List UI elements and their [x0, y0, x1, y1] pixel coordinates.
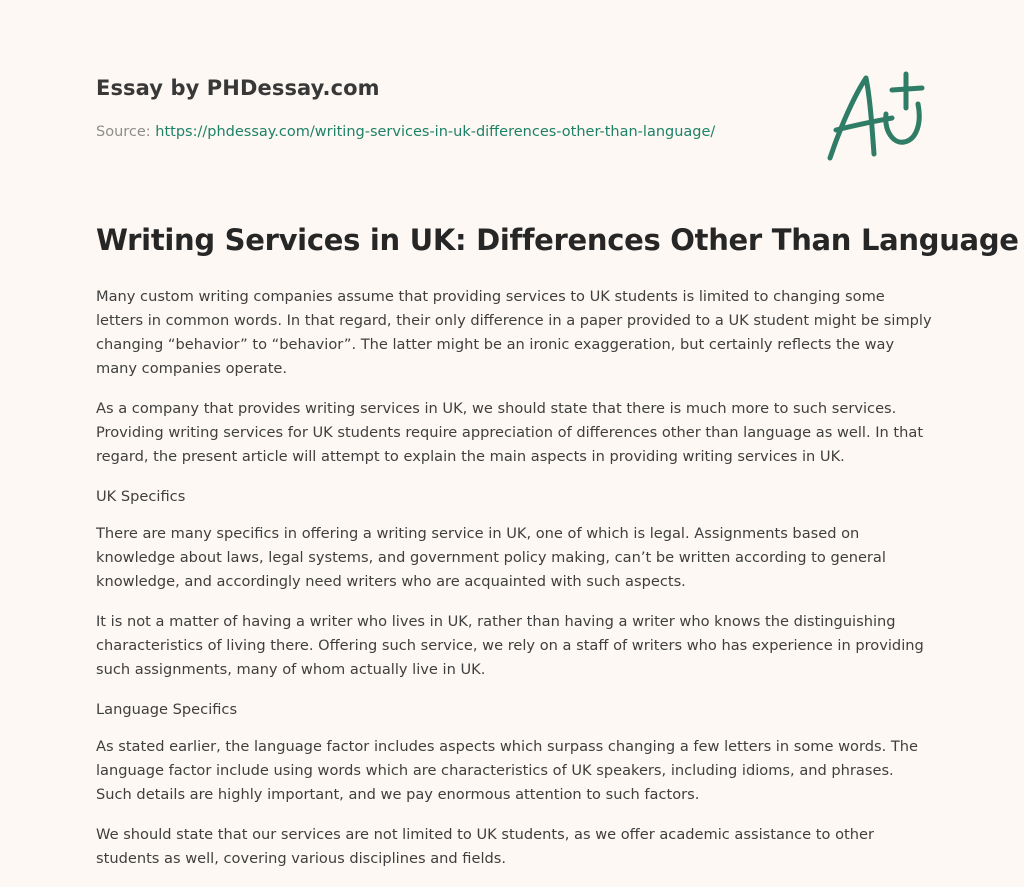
article-title: Writing Services in UK: Differences Other Than Language: [96, 223, 1019, 257]
paragraph: There are many specifics in offering a writing service in UK, one of which is legal. Assignments based on knowledge about laws, legal systems, and government policy making, can’t be written according to general knowledge, and accordingly need writers who are acquainted with such aspects.: [96, 525, 886, 590]
subheading-language-specifics: Language Specifics: [96, 701, 238, 718]
site-brand: Essay by PHDessay.com: [96, 76, 380, 100]
paragraph: Many custom writing companies assume that providing services to UK students is limited to changing some letters in common words. In that regard, their only difference in a paper provided to a UK student might be simply changing “behavior” to “behavior”. The latter might be an ironic exaggeration, but certainly reflects the way many companies operate.: [96, 288, 932, 377]
paragraph: We should state that our services are not limited to UK students, as we offer academic assistance to other students as well, covering various disciplines and fields.: [96, 826, 874, 867]
source-line: [96, 124, 715, 140]
source-link[interactable]: https://phdessay.com/writing-services-in-uk-differences-other-than-language/: [155, 124, 716, 140]
paragraph: As stated earlier, the language factor includes aspects which surpass changing a few letters in some words. The language factor include using words which are characteristics of UK speakers, including idioms, and phrases. Such details are highly important, and we pay enormous attention to such factors.: [96, 738, 919, 803]
a-plus-logo-icon: [822, 68, 932, 164]
paragraph: As a company that provides writing services in UK, we should state that there is much more to such services. Providing writing services for UK students require appreciation of differences other than language as well. In that regard, the present article will attempt to explain the main aspects in providing writing services in UK.: [96, 400, 924, 465]
source-label: Source:: [96, 124, 151, 140]
subheading-uk-specifics: UK Specifics: [96, 488, 186, 505]
article-body: [96, 285, 934, 887]
paragraph: It is not a matter of having a writer who lives in UK, rather than having a writer who knows the distinguishing characteristics of living there. Offering such service, we rely on a staff of writers who has experience in providing such assignments, many of whom actually live in UK.: [96, 613, 924, 678]
